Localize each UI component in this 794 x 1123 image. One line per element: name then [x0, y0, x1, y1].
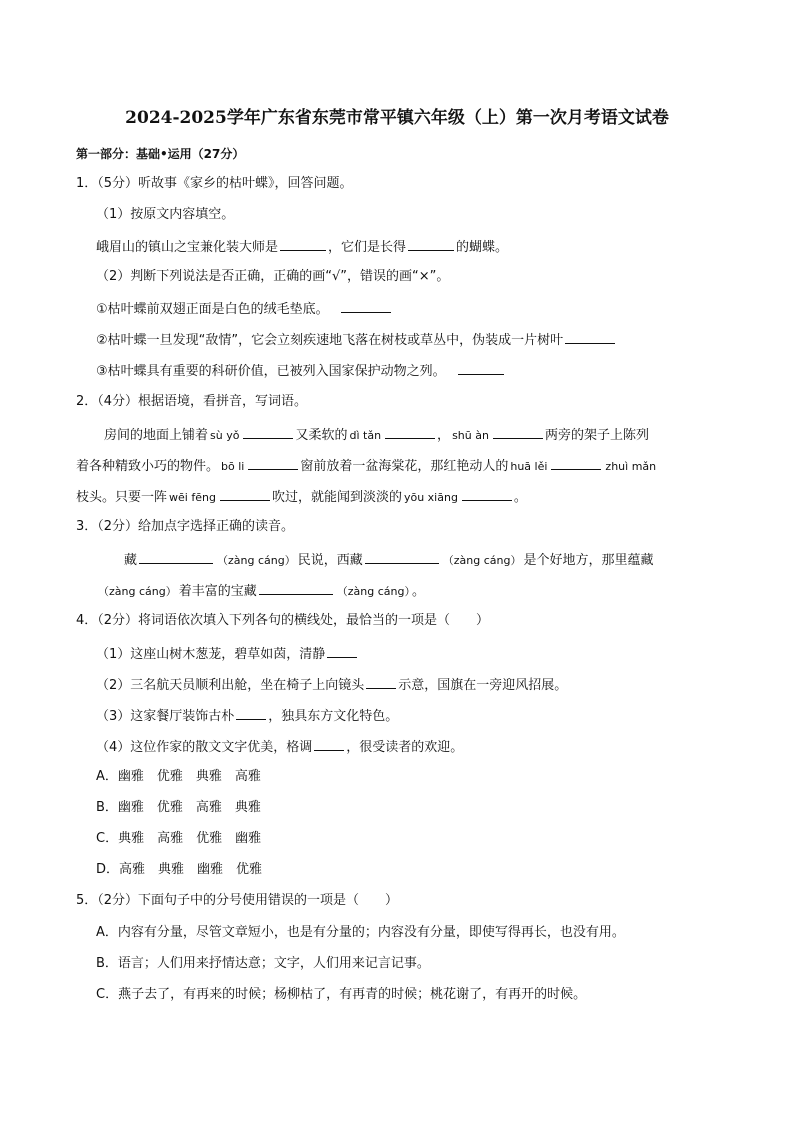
- question-1-sub2: （2）判断下列说法是否正确，正确的画“√”，错误的画“×”。: [96, 269, 450, 284]
- answer-blank[interactable]: [314, 737, 344, 751]
- text: 示意，国旗在一旁迎风招展。: [398, 678, 568, 693]
- option-d[interactable]: D．高雅 典雅 幽雅 优雅: [96, 862, 263, 877]
- pinyin-options: （zàng cáng）: [442, 554, 522, 567]
- text: ①枯叶蝶前双翅正面是白色的绒毛垫底。: [96, 302, 329, 317]
- text: ，独具东方文化特色。: [268, 709, 399, 724]
- question-2-line-2: [76, 456, 658, 476]
- text: （3）这家餐厅装饰古朴: [96, 709, 235, 724]
- text: 着各种精致小巧的物件。: [76, 459, 220, 474]
- text: 窗前放着一盆海棠花，那红艳动人的: [300, 459, 509, 474]
- text: （2）三名航天员顺利出舱，坐在椅子上向镜头: [96, 678, 365, 693]
- text: 峨眉山的镇山之宝兼化装大师是: [96, 240, 279, 255]
- option-c[interactable]: C．燕子去了，有再来的时候；杨柳枯了，有再青的时候；桃花谢了，有再开的时候。: [96, 987, 587, 1002]
- question-4-sentence-1: [96, 644, 359, 664]
- text: 藏: [124, 553, 138, 568]
- answer-blank[interactable]: [327, 644, 357, 658]
- pinyin: huā lěi: [510, 460, 548, 473]
- pinyin: yōu xiāng: [403, 491, 458, 504]
- pinyin: bō li: [221, 460, 245, 473]
- option-a[interactable]: A．内容有分量，尽管文章短小，也是有分量的；内容没有分量，即使写得再长，也没有用。: [96, 925, 625, 940]
- judge-item-1: [96, 299, 393, 319]
- text: 民说，西藏: [297, 553, 363, 568]
- text: ，它们是长得: [328, 240, 407, 255]
- text: 两旁的架子上陈列: [544, 428, 649, 443]
- answer-blank[interactable]: [551, 456, 601, 470]
- question-2-line-1: [104, 425, 649, 445]
- text: ，: [437, 428, 451, 443]
- answer-blank[interactable]: [565, 330, 615, 344]
- option-b[interactable]: B．语言；人们用来抒情达意；文字，人们用来记言记事。: [96, 956, 430, 971]
- text: 着丰富的宝藏: [178, 584, 257, 599]
- answer-blank[interactable]: [365, 550, 439, 564]
- pinyin: zhuì mǎn: [605, 460, 657, 473]
- pinyin: dì tǎn: [349, 429, 382, 442]
- question-4-sentence-4: [96, 737, 463, 757]
- judge-item-3: [96, 361, 506, 381]
- text: 吹过，就能闻到淡淡的: [271, 490, 402, 505]
- answer-blank[interactable]: [236, 706, 266, 720]
- answer-blank[interactable]: [139, 550, 213, 564]
- answer-blank[interactable]: [366, 675, 396, 689]
- text: 。: [411, 584, 425, 599]
- pinyin-options: （zàng cáng）: [336, 585, 410, 598]
- question-3-line-1: [124, 550, 653, 570]
- judge-item-2: [96, 330, 617, 350]
- answer-blank[interactable]: [243, 425, 293, 439]
- text: 。: [513, 490, 527, 505]
- pinyin: wēi fēng: [169, 491, 216, 504]
- pinyin-options: （zàng cáng）: [217, 554, 296, 567]
- question-5-heading: 5．（2分）下面句子中的分号使用错误的一项是（ ）: [76, 893, 399, 908]
- question-4-sentence-3: [96, 706, 398, 726]
- answer-blank[interactable]: [259, 581, 333, 595]
- text: 又柔软的: [295, 428, 348, 443]
- answer-blank[interactable]: [408, 237, 454, 251]
- text: 是个好地方，那里蕴藏: [523, 553, 654, 568]
- answer-blank[interactable]: [458, 361, 504, 375]
- answer-blank[interactable]: [493, 425, 543, 439]
- text: ②枯叶蝶一旦发现“敌情”，它会立刻疾速地飞落在树枝或草丛中，伪装成一片树叶: [96, 333, 564, 348]
- pinyin: sù yǒ: [210, 429, 240, 442]
- text: （4）这位作家的散文文字优美，格调: [96, 740, 313, 755]
- question-1-heading: 1．（5分）听故事《家乡的枯叶蝶》，回答问题。: [76, 176, 353, 191]
- question-4-heading: 4．（2分）将词语依次填入下列各句的横线处，最恰当的一项是（ ）: [76, 613, 490, 628]
- text: （1）这座山树木葱茏，碧草如茵，清静: [96, 647, 326, 662]
- pinyin-options: （zàng cáng）: [98, 585, 177, 598]
- answer-blank[interactable]: [341, 299, 391, 313]
- answer-blank[interactable]: [248, 456, 298, 470]
- question-2-heading: 2．（4分）根据语境，看拼音，写词语。: [76, 394, 308, 409]
- text: 的蝴蝶。: [456, 240, 509, 255]
- option-b[interactable]: B．幽雅 优雅 高雅 典雅: [96, 800, 261, 815]
- pinyin: shū àn: [452, 429, 489, 442]
- question-4-sentence-2: [96, 675, 567, 695]
- question-1-sub1: （1）按原文内容填空。: [96, 207, 235, 222]
- question-3-line-2: [96, 581, 425, 601]
- option-c[interactable]: C．典雅 高雅 优雅 幽雅: [96, 831, 262, 846]
- answer-blank[interactable]: [385, 425, 435, 439]
- answer-blank[interactable]: [220, 487, 270, 501]
- section-heading: 第一部分：基础•运用（27分）: [76, 147, 245, 161]
- answer-blank[interactable]: [462, 487, 512, 501]
- answer-blank[interactable]: [280, 237, 326, 251]
- text: 房间的地面上铺着: [104, 428, 209, 443]
- option-a[interactable]: A．幽雅 优雅 典雅 高雅: [96, 769, 261, 784]
- page-title: 2024-2025学年广东省东莞市常平镇六年级（上）第一次月考语文试卷: [125, 108, 669, 128]
- text: ，很受读者的欢迎。: [346, 740, 464, 755]
- question-3-heading: 3．（2分）给加点字选择正确的读音。: [76, 519, 295, 534]
- question-2-line-3: [76, 487, 527, 507]
- text: ③枯叶蝶具有重要的科研价值，已被列入国家保护动物之列。: [96, 364, 446, 379]
- question-1-fill-sentence: [96, 237, 508, 257]
- text: 枝头。只要一阵: [76, 490, 168, 505]
